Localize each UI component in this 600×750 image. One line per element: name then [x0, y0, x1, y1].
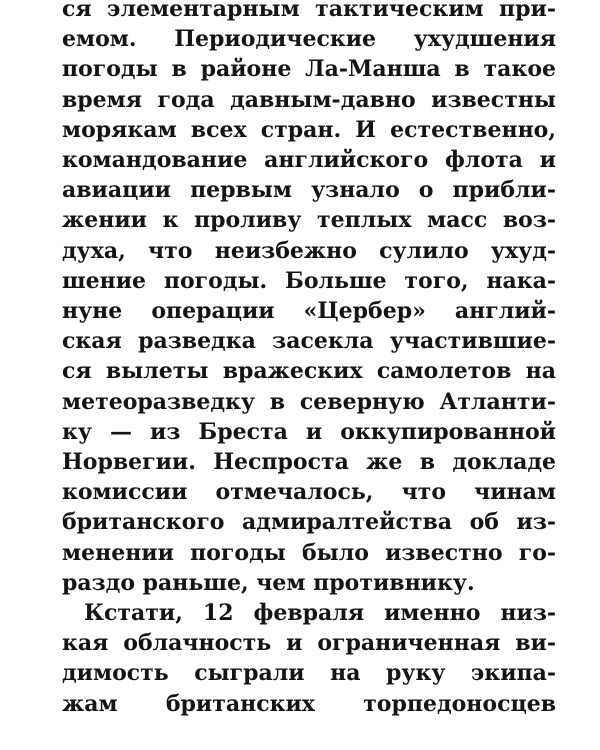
text-line: командование английского флота и — [62, 147, 556, 174]
text-line: Кстати, 12 февраля именно низ- — [84, 600, 556, 627]
paragraph-1 — [62, 0, 556, 598]
text-line: жам британских торпедоносцев — [62, 690, 556, 717]
text-line: раздо раньше, чем противнику. — [62, 569, 475, 596]
paragraph-2 — [62, 598, 556, 719]
text-line: ся элементарным тактическим при- — [62, 0, 556, 22]
text-line: Норвегии. Неспроста же в докладе — [62, 449, 556, 476]
text-line: комиссии отмечалось, что чинам — [62, 479, 556, 506]
text-line: димость сыграли на руку экипа- — [62, 660, 556, 687]
text-line: погоды в районе Ла-Манша в такое — [62, 56, 556, 83]
text-line: нуне операции «Цербер» англий- — [62, 298, 556, 325]
text-line: ку — из Бреста и оккупированной — [62, 418, 556, 445]
book-page-text — [62, 0, 556, 719]
text-line: жении к проливу теплых масс воз- — [62, 207, 556, 234]
text-line: духа, что неизбежно сулило ухуд- — [62, 237, 556, 264]
text-line: авиации первым узнало о прибли- — [62, 177, 556, 204]
text-line: метеоразведку в северную Атланти- — [62, 388, 556, 415]
text-line: морякам всех стран. И естественно, — [62, 116, 556, 143]
text-line: емом. Периодические ухудшения — [62, 26, 556, 53]
text-line: британского адмиралтейства об из- — [62, 509, 556, 536]
text-line: менении погоды было известно го- — [62, 539, 556, 566]
text-line: шение погоды. Больше того, нака- — [62, 267, 556, 294]
text-line: время года давным-давно известны — [62, 86, 556, 113]
text-line: ская разведка засекла участившие- — [62, 328, 556, 355]
text-line: ся вылеты вражеских самолетов на — [62, 358, 556, 385]
text-line: кая облачность и ограниченная ви- — [62, 630, 556, 657]
